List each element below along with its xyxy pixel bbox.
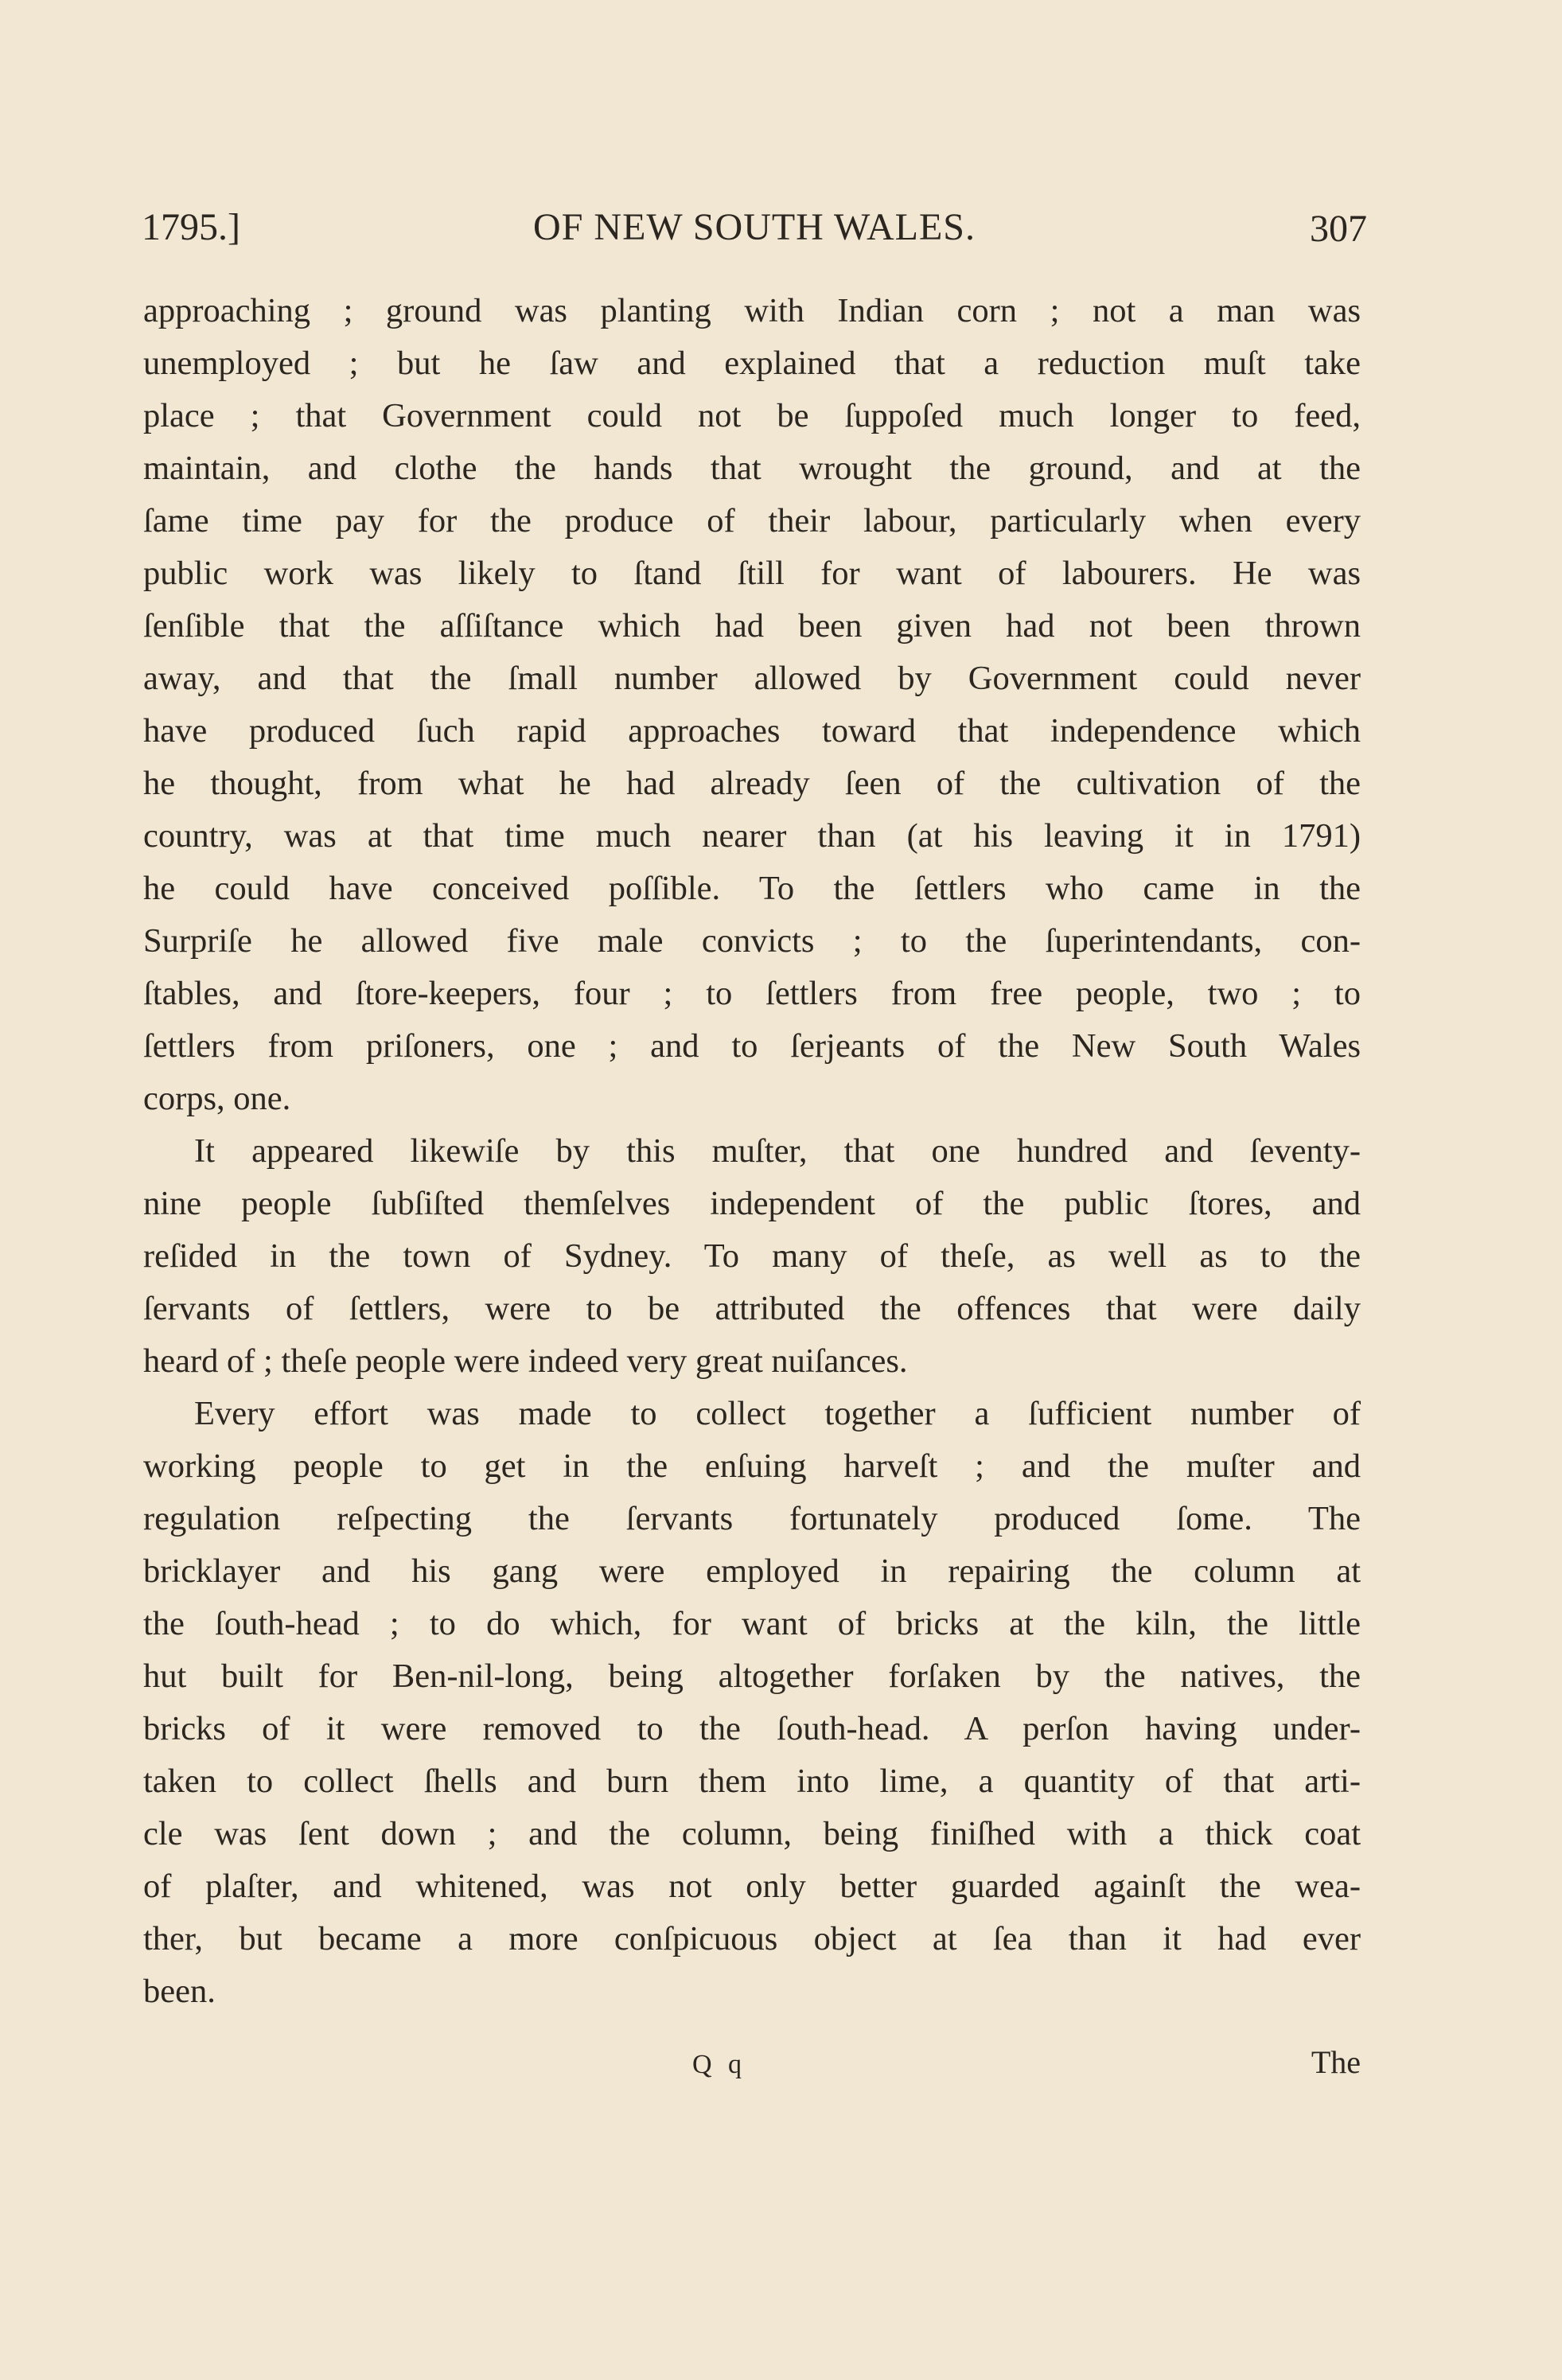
text-line: bricklayer and his gang were employed in repairing the column at [143,1552,1361,1590]
text-line: ſenſible that the aſſiſtance which had been given had not been thrown [143,607,1361,645]
text-line: the ſouth-head ; to do which, for want of bricks at the kiln, the little [143,1605,1361,1642]
text-line: Surpriſe he allowed five male convicts ; to the ſuperintendants, con- [143,922,1361,960]
text-line: he thought, from what he had already ſeen of the cultivation of the [143,765,1361,802]
text-line: ſettlers from priſoners, one ; and to ſerjeants of the New South Wales [143,1027,1361,1065]
text-line: regulation reſpecting the ſervants fortunately produced ſome. The [143,1500,1361,1537]
text-line: cle was ſent down ; and the column, being finiſhed with a thick coat [143,1815,1361,1852]
text-line: ſervants of ſettlers, were to be attributed the offences that were daily [143,1290,1361,1327]
text-line: bricks of it were removed to the ſouth-head. A perſon having under- [143,1710,1361,1747]
text-line: ſtables, and ſtore-keepers, four ; to ſettlers from free people, two ; to [143,975,1361,1012]
catchword: The [1311,2044,1361,2080]
text-line: he could have conceived poſſible. To the ſettlers who came in the [143,870,1361,907]
text-line: have produced ſuch rapid approaches toward that independence which [143,712,1361,750]
signature-mark: Q q [692,2050,747,2079]
text-line: hut built for Ben-nil-long, being altogether forſaken by the natives, the [143,1657,1361,1695]
text-line: been. [143,1973,216,2010]
text-line: taken to collect ſhells and burn them into lime, a quantity of that arti- [143,1763,1361,1800]
text-line: unemployed ; but he ſaw and explained that a reduction muſt take [143,345,1361,382]
text-line: Every effort was made to collect together a ſufficient number of [194,1395,1361,1432]
text-line: away, and that the ſmall number allowed by Government could never [143,660,1361,697]
text-line: working people to get in the enſuing harveſt ; and the muſter and [143,1447,1361,1485]
text-line: ſame time pay for the produce of their labour, particularly when every [143,502,1361,539]
running-header [142,199,1367,255]
text-line: heard of ; theſe people were indeed very great nuiſances. [143,1342,908,1380]
text-line: of plaſter, and whitened, was not only better guarded againſt the wea- [143,1868,1361,1905]
body-text [143,285,1361,2018]
text-line: reſided in the town of Sydney. To many of theſe, as well as to the [143,1237,1361,1275]
header-title: OF NEW SOUTH WALES. [533,206,976,248]
text-line: ther, but became a more conſpicuous object at ſea than it had ever [143,1920,1361,1957]
text-line: place ; that Government could not be ſuppoſed much longer to feed, [143,397,1361,434]
text-line: maintain, and clothe the hands that wrought the ground, and at the [143,450,1361,487]
text-line: approaching ; ground was planting with Indian corn ; not a man was [143,292,1361,329]
text-line: corps, one. [143,1080,291,1117]
header-year: 1795.] [142,206,240,248]
page-footer [143,2043,1361,2099]
text-line: public work was likely to ſtand ſtill for want of labourers. He was [143,555,1361,592]
text-line: nine people ſubſiſted themſelves independent of the public ſtores, and [143,1185,1361,1222]
text-line: country, was at that time much nearer than (at his leaving it in 1791) [143,817,1361,855]
text-line: It appeared likewiſe by this muſter, that one hundred and ſeventy- [194,1132,1361,1170]
page-number: 307 [1310,208,1367,250]
